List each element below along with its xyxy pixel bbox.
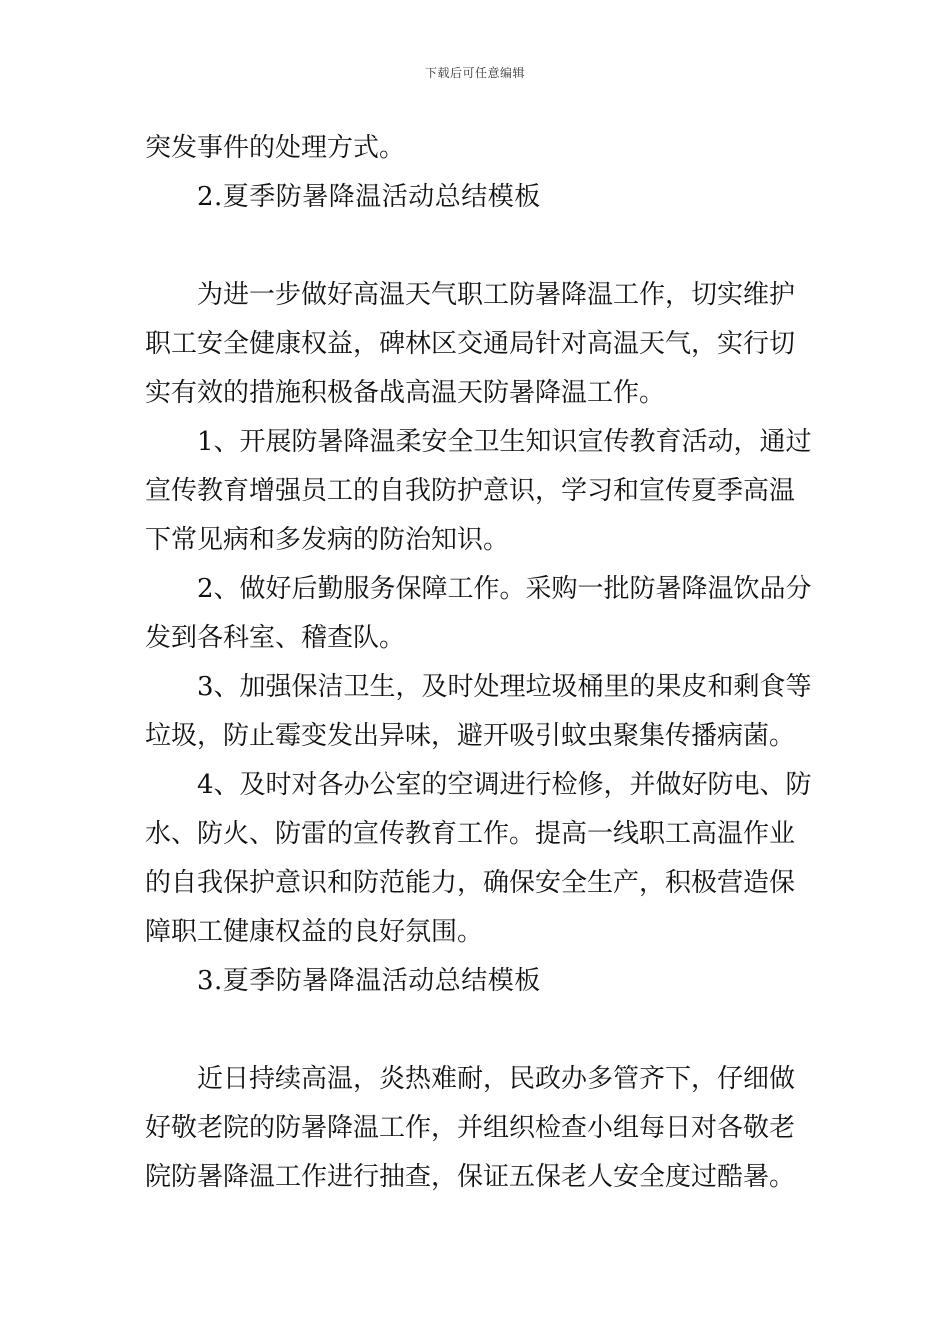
section-heading-2: 2.夏季防暑降温活动总结模板 xyxy=(197,182,541,212)
text-line: 的自我保护意识和防范能力，确保安全生产，积极营造保 xyxy=(145,868,796,898)
text-line: 障职工健康权益的良好氛围。 xyxy=(145,917,484,947)
text-line: 突发事件的处理方式。 xyxy=(145,133,406,163)
section-heading-3: 3.夏季防暑降温活动总结模板 xyxy=(197,966,541,996)
text-line: 垃圾，防止霉变发出异味，避开吸引蚊虫聚集传播病菌。 xyxy=(145,721,796,751)
paragraph-item-3 xyxy=(145,663,812,761)
text-line: 实有效的措施积极备战高温天防暑降温工作。 xyxy=(145,378,666,408)
paragraph-item-2 xyxy=(145,565,812,663)
text-line: 为进一步做好高温天气职工防暑降温工作，切实维护 xyxy=(197,280,796,310)
paragraph-intro-3 xyxy=(145,1055,807,1202)
paragraph-item-1 xyxy=(145,418,812,565)
text-line: 3、加强保洁卫生，及时处理垃圾桶里的果皮和剩食等 xyxy=(197,672,812,702)
text-line: 发到各科室、稽查队。 xyxy=(145,623,406,653)
paragraph-continuation xyxy=(145,124,807,173)
document-body xyxy=(145,124,812,1202)
paragraph-intro-2 xyxy=(145,271,807,418)
text-line: 近日持续高温，炎热难耐，民政办多管齐下，仔细做 xyxy=(197,1064,796,1094)
text-line: 2、做好后勤服务保障工作。采购一批防暑降温饮品分 xyxy=(197,574,812,604)
page-header: 下载后可任意编辑 xyxy=(424,66,525,80)
text-line: 水、防火、防雷的宣传教育工作。提高一线职工高温作业 xyxy=(145,819,796,849)
text-line: 宣传教育增强员工的自我防护意识，学习和宣传夏季高温 xyxy=(145,476,796,506)
text-line: 下常见病和多发病的防治知识。 xyxy=(145,525,510,555)
paragraph-item-4 xyxy=(145,761,812,957)
text-line: 好敬老院的防暑降温工作，并组织检查小组每日对各敬老 xyxy=(145,1113,796,1143)
blank-spacer xyxy=(145,1006,807,1055)
text-line: 职工安全健康权益，碑林区交通局针对高温天气，实行切 xyxy=(145,329,796,359)
blank-spacer xyxy=(145,222,807,271)
text-line: 院防暑降温工作进行抽查，保证五保老人安全度过酷暑。 xyxy=(145,1162,796,1192)
text-line: 1、开展防暑降温柔安全卫生知识宣传教育活动，通过 xyxy=(197,427,812,457)
text-line: 4、及时对各办公室的空调进行检修，并做好防电、防 xyxy=(197,770,812,800)
